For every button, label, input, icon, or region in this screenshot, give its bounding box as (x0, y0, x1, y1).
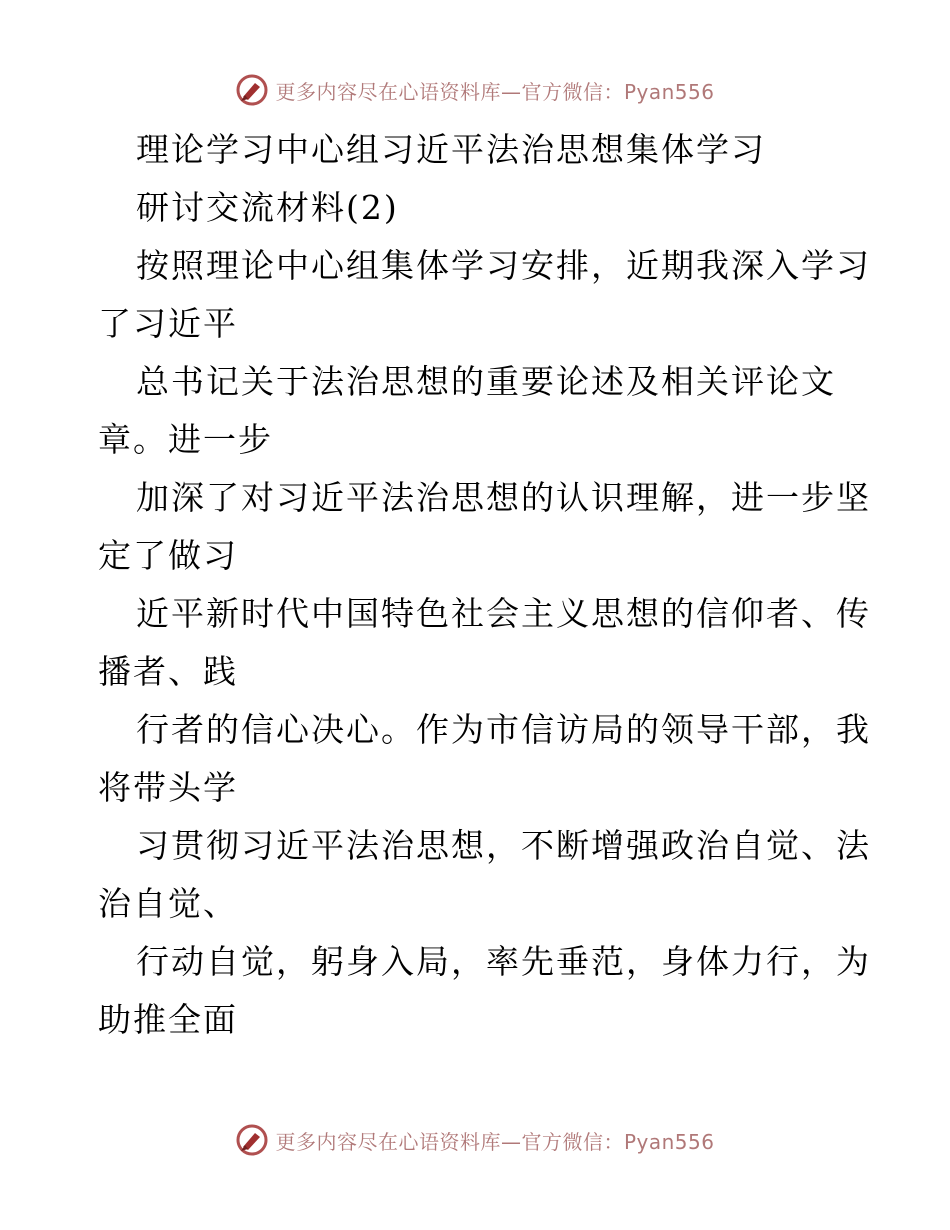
paragraph-line: 近平新时代中国特色社会主义思想的信仰者、传 (136, 594, 871, 633)
document-title: 理论学习中心组习近平法治思想集体学习 (136, 130, 766, 169)
paragraph-line: 加深了对习近平法治思想的认识理解，进一步坚 (136, 478, 871, 517)
footer-watermark (0, 1120, 950, 1160)
paragraph-line: 定了做习 (98, 536, 238, 575)
paragraph-line: 行动自觉，躬身入局，率先垂范，身体力行，为 (136, 942, 871, 981)
pen-logo-icon (235, 73, 269, 107)
paragraph-line: 播者、践 (98, 652, 238, 691)
watermark-text: 更多内容尽在心语资料库—官方微信：Pyan556 (275, 1129, 715, 1154)
paragraph-line: 总书记关于法治思想的重要论述及相关评论文 (136, 362, 836, 401)
header-watermark (0, 70, 950, 110)
paragraph-line: 治自觉、 (98, 884, 238, 923)
paragraph-line: 章。进一步 (98, 420, 273, 459)
paragraph-line: 了习近平 (98, 304, 238, 343)
paragraph-line: 按照理论中心组集体学习安排，近期我深入学习 (136, 246, 871, 285)
paragraph-line: 助推全面 (98, 1000, 238, 1039)
watermark-text: 更多内容尽在心语资料库—官方微信：Pyan556 (275, 79, 715, 104)
paragraph-line: 习贯彻习近平法治思想，不断增强政治自觉、法 (136, 826, 871, 865)
pen-logo-icon (235, 1123, 269, 1157)
paragraph-line: 行者的信心决心。作为市信访局的领导干部，我 (136, 710, 871, 749)
paragraph-line: 将带头学 (98, 768, 238, 807)
document-subtitle: 研讨交流材料(2) (136, 188, 399, 227)
